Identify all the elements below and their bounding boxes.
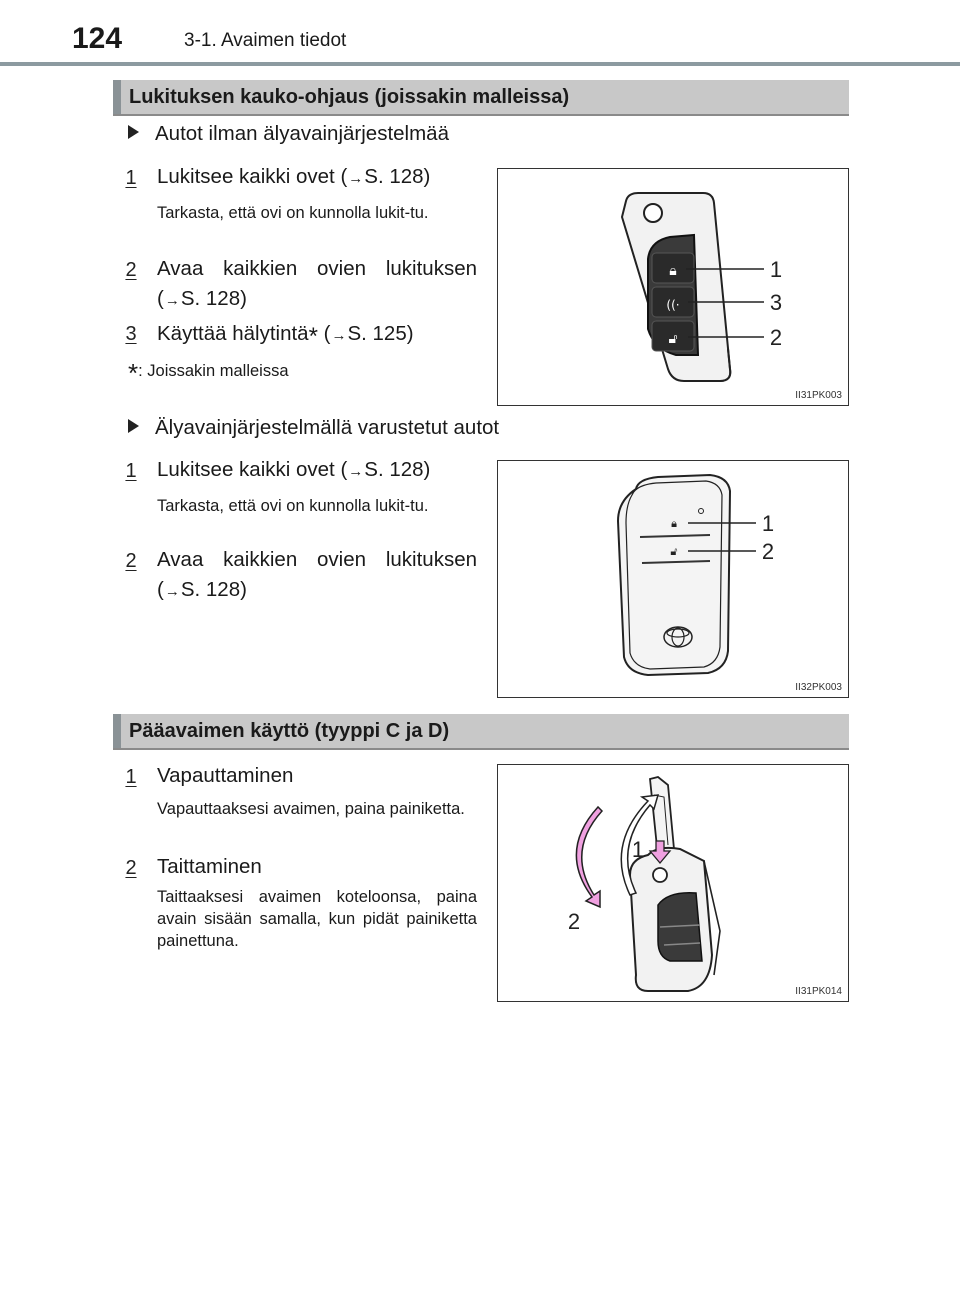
- svg-text:🔒︎: 🔒︎: [669, 263, 677, 279]
- figure-code: II32PK003: [795, 682, 842, 693]
- item-unlock-ref: (→S. 128): [157, 287, 247, 310]
- item-lock-all-doors: Lukitsee kaikki ovet (→S. 128): [157, 458, 431, 481]
- item-number: 2: [125, 550, 137, 572]
- callout-1: 1: [761, 511, 775, 536]
- arrow-icon: →: [164, 583, 180, 600]
- item-alarm: Käyttää hälytintä* (→S. 125): [157, 322, 414, 350]
- item-number: 1: [125, 460, 137, 482]
- item-unlock-all-doors: Avaa kaikkien ovien lukituksen: [157, 257, 477, 280]
- svg-text:🔓︎: 🔓︎: [670, 545, 678, 558]
- page-number: 124: [72, 22, 123, 55]
- item-fold: Taittaminen: [157, 855, 262, 878]
- item-description: Taittaaksesi avaimen koteloonsa, paina avain sisään samalla, kun pidät painiketta painettuna.: [157, 888, 477, 950]
- item-description: Tarkasta, että ovi on kunnolla lukit-tu.: [157, 497, 429, 515]
- item-number: 1: [125, 766, 137, 788]
- figure-flip-key-remote: [497, 168, 849, 406]
- callout-1: 1: [631, 837, 645, 862]
- svg-text:((·: ((·: [666, 298, 680, 312]
- figure-code: II31PK003: [795, 390, 842, 401]
- item-lock-all-doors: Lukitsee kaikki ovet (→S. 128): [157, 165, 431, 188]
- svg-text:🔒︎: 🔒︎: [671, 517, 677, 530]
- section-heading-remote-lock: Lukituksen kauko-ohjaus (joissakin malleissa): [113, 80, 849, 116]
- item-description: Tarkasta, että ovi on kunnolla lukit-tu.: [157, 204, 429, 222]
- header-rule: [0, 62, 960, 66]
- item-number: 1: [125, 167, 137, 189]
- svg-text:🔓︎: 🔓︎: [668, 331, 678, 347]
- item-number: 2: [125, 857, 137, 879]
- subheading-no-smart-key: Autot ilman älyavainjärjestelmää: [128, 122, 449, 146]
- triangle-bullet-icon: [128, 125, 139, 139]
- arrow-icon: →: [348, 170, 364, 187]
- subheading-smart-key: Älyavainjärjestelmällä varustetut autot: [128, 416, 499, 440]
- callout-2: 2: [567, 909, 581, 934]
- figure-smart-key: [497, 460, 849, 698]
- item-number: 3: [125, 323, 137, 345]
- section-heading-master-key: Pääavaimen käyttö (tyyppi C ja D): [113, 714, 849, 750]
- item-unlock-ref: (→S. 128): [157, 578, 247, 601]
- callout-2: 2: [761, 539, 775, 564]
- item-release: Vapauttaminen: [157, 764, 294, 787]
- figure-folding-key: [497, 764, 849, 1002]
- chapter-title: 3-1. Avaimen tiedot: [184, 30, 347, 51]
- arrow-icon: →: [164, 292, 180, 309]
- callout-2: 2: [769, 325, 783, 350]
- footnote: *: Joissakin malleissa: [128, 358, 289, 388]
- item-unlock-all-doors: Avaa kaikkien ovien lukituksen: [157, 548, 477, 571]
- item-description: Vapauttaaksesi avaimen, paina painiketta.: [157, 800, 465, 818]
- arrow-icon: →: [331, 327, 347, 344]
- triangle-bullet-icon: [128, 419, 139, 433]
- arrow-icon: →: [348, 463, 364, 480]
- figure-code: II31PK014: [795, 986, 842, 997]
- item-number: 2: [125, 259, 137, 281]
- callout-1: 1: [769, 257, 783, 282]
- callout-3: 3: [769, 290, 783, 315]
